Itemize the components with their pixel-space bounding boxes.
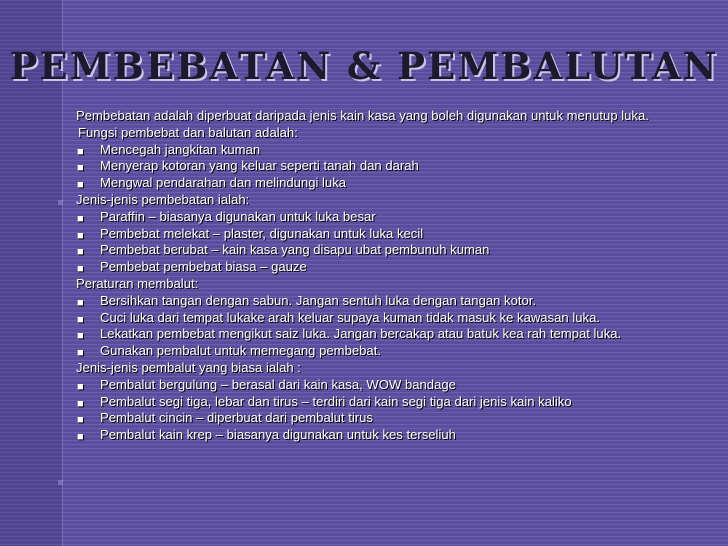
square-bullet-icon: ■ bbox=[77, 179, 84, 192]
square-bullet-icon: ■ bbox=[77, 296, 84, 309]
square-bullet-icon: ■ bbox=[77, 246, 84, 259]
list-item-text: Menyerap kotoran yang keluar seperti tanah dan darah bbox=[100, 158, 419, 174]
list-item bbox=[76, 142, 676, 159]
list-item-text: Gunakan pembalut untuk memegang pembebat. bbox=[100, 343, 381, 359]
list-item bbox=[76, 209, 676, 226]
list-item bbox=[76, 175, 676, 192]
list-item bbox=[76, 293, 676, 310]
square-bullet-icon: ■ bbox=[77, 212, 84, 225]
functions-heading: Fungsi pembebat dan balutan adalah: bbox=[78, 124, 298, 140]
list-item bbox=[76, 242, 676, 259]
square-bullet-icon: ■ bbox=[77, 414, 84, 427]
slide-body bbox=[76, 108, 676, 444]
list-item bbox=[76, 158, 676, 175]
square-bullet-icon: ■ bbox=[77, 431, 84, 444]
list-item-text: Pembalut segi tiga, lebar dan tirus – terdiri dari kain segi tiga dari jenis kain kaliko bbox=[100, 393, 572, 409]
square-bullet-icon: ■ bbox=[77, 397, 84, 410]
list-item-text: Pembalut cincin – diperbuat dari pembalut tirus bbox=[100, 410, 373, 426]
list-item-text: Lekatkan pembebat mengikut saiz luka. Jangan bercakap atau batuk kea rah tempat luka. bbox=[100, 326, 622, 342]
list-item-text: Pembalut bergulung – berasal dari kain kasa, WOW bandage bbox=[100, 376, 456, 392]
wrap-types-heading: Jenis-jenis pembalut yang biasa ialah : bbox=[76, 359, 301, 375]
square-bullet-icon: ■ bbox=[77, 162, 84, 175]
square-bullet-icon: ■ bbox=[77, 145, 84, 158]
list-item-text: Mencegah jangkitan kuman bbox=[100, 141, 261, 157]
square-bullet-icon: ■ bbox=[77, 263, 84, 276]
list-item bbox=[76, 326, 676, 343]
list-item-text: Pembebat pembebat biasa – gauze bbox=[100, 259, 307, 275]
square-bullet-icon: ■ bbox=[77, 380, 84, 393]
rules-heading: Peraturan membalut: bbox=[76, 275, 199, 291]
list-item-text: Paraffin – biasanya digunakan untuk luka besar bbox=[100, 208, 376, 224]
list-item-text: Pembalut kain krep – biasanya digunakan untuk kes terseliuh bbox=[100, 427, 456, 443]
decorative-square bbox=[58, 200, 63, 205]
list-item bbox=[76, 377, 676, 394]
slide-title: PEMBEBATAN & PEMBALUTAN bbox=[9, 44, 719, 88]
list-item bbox=[76, 394, 676, 411]
bandage-types-heading: Jenis-jenis pembebatan ialah: bbox=[76, 191, 250, 207]
square-bullet-icon: ■ bbox=[77, 313, 84, 326]
list-item-text: Bersihkan tangan dengan sabun. Jangan sentuh luka dengan tangan kotor. bbox=[100, 292, 537, 308]
list-item bbox=[76, 343, 676, 360]
list-item bbox=[76, 410, 676, 427]
list-item-text: Pembebat berubat – kain kasa yang disapu ubat pembunuh kuman bbox=[100, 242, 490, 258]
list-item bbox=[76, 259, 676, 276]
decorative-square bbox=[58, 480, 63, 485]
square-bullet-icon: ■ bbox=[77, 330, 84, 343]
square-bullet-icon: ■ bbox=[77, 229, 84, 242]
square-bullet-icon: ■ bbox=[77, 347, 84, 360]
list-item-text: Mengwal pendarahan dan melindungi luka bbox=[100, 175, 347, 191]
list-item-text: Pembebat melekat – plaster, digunakan untuk luka kecil bbox=[100, 225, 424, 241]
list-item-text: Cuci luka dari tempat lukake arah keluar supaya kuman tidak masuk ke kawasan luka. bbox=[100, 309, 600, 325]
list-item bbox=[76, 226, 676, 243]
list-item bbox=[76, 310, 676, 327]
intro-text: Pembebatan adalah diperbuat daripada jenis kain kasa yang boleh digunakan untuk menutup luka. bbox=[76, 108, 649, 123]
list-item bbox=[76, 427, 676, 444]
